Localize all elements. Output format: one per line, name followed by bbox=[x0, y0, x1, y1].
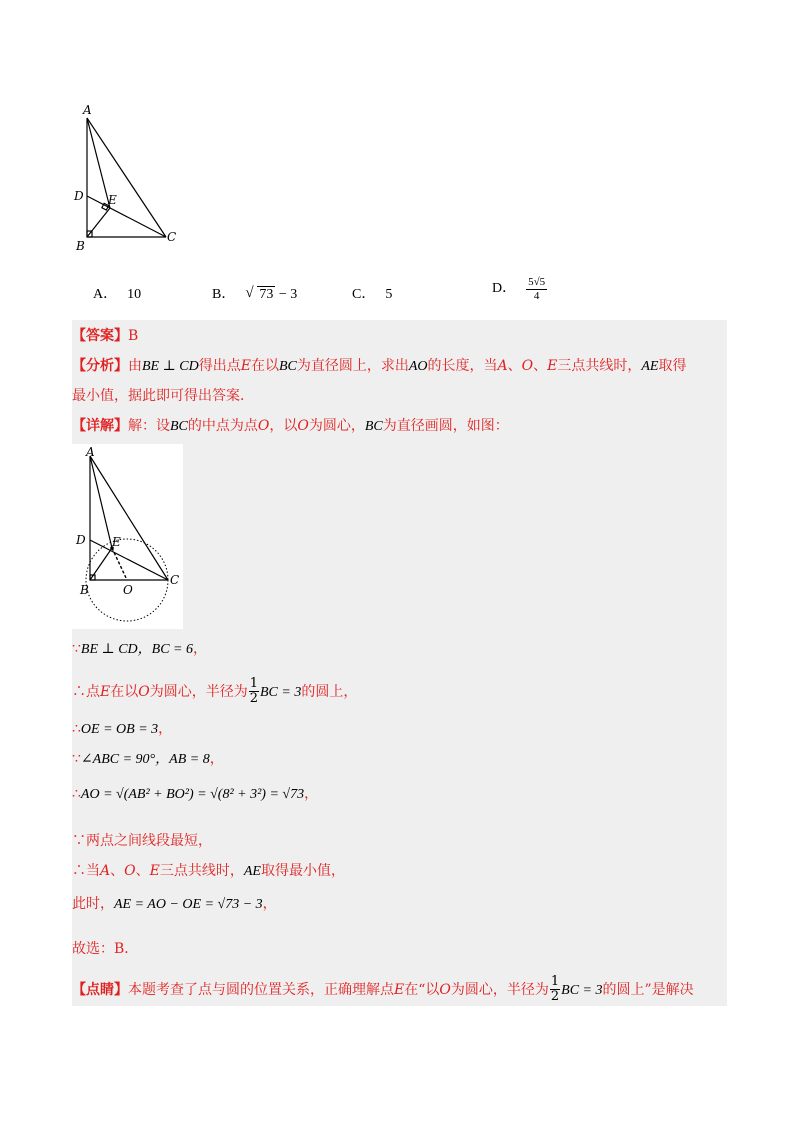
analysis-math: AO bbox=[408, 359, 428, 374]
half-fraction bbox=[550, 975, 560, 1005]
label-D: D bbox=[76, 533, 86, 547]
step-2-text: 为圆心，半径为 bbox=[149, 683, 248, 700]
step-3-end: ， bbox=[158, 721, 173, 737]
step-2-text: 点 bbox=[86, 683, 100, 700]
step-3-math: OE = OB = 3 bbox=[80, 722, 159, 737]
step-9: 故选：B． bbox=[72, 941, 139, 957]
analysis-text: 在以 bbox=[250, 358, 279, 374]
step-2-text: 在以 bbox=[110, 683, 139, 700]
analysis-math: A bbox=[497, 358, 508, 374]
label-C: C bbox=[167, 230, 177, 244]
step-7-math: AE bbox=[243, 864, 261, 879]
option-c bbox=[352, 283, 392, 303]
step-5-end: ， bbox=[304, 786, 319, 802]
option-d-fraction bbox=[526, 276, 547, 302]
detail-text: 为直径画圆，如图： bbox=[382, 418, 509, 434]
therefore-symbol: ∴ bbox=[72, 863, 86, 879]
therefore-symbol: ∴ bbox=[72, 683, 86, 700]
comment-text: 本题考查了点与圆的位置关系，正确理解点 bbox=[128, 981, 394, 998]
analysis-math: BE ⊥ CD bbox=[142, 359, 199, 374]
because-symbol: ∵ bbox=[72, 833, 86, 849]
because-symbol: ∵ bbox=[72, 751, 81, 767]
analysis-math: BC bbox=[278, 359, 297, 374]
comment-math: E bbox=[394, 981, 405, 998]
step-6 bbox=[72, 830, 212, 850]
step-4-math: ∠ABC = 90°，AB = 8 bbox=[80, 752, 210, 767]
comment-tag: 【点睛】 bbox=[72, 981, 128, 998]
option-b-letter: B． bbox=[212, 287, 236, 302]
step-6-text: 两点之间线段最短， bbox=[86, 833, 212, 849]
half-fraction bbox=[249, 677, 259, 707]
answer-line bbox=[72, 325, 138, 345]
option-c-letter: C． bbox=[352, 287, 376, 302]
option-a bbox=[93, 283, 141, 303]
option-d-num: 5√5 bbox=[528, 276, 546, 288]
detail-line bbox=[72, 415, 509, 435]
step-8 bbox=[72, 893, 277, 913]
step-7-math: O bbox=[124, 863, 136, 879]
comment-text: 的圆上”是解决 bbox=[602, 981, 694, 998]
analysis-text: 为直径圆上，求出 bbox=[296, 358, 409, 374]
label-C: C bbox=[170, 573, 180, 587]
step-1 bbox=[72, 638, 207, 658]
triangle-figure-1 bbox=[70, 100, 190, 250]
label-A: A bbox=[86, 445, 95, 459]
label-B: B bbox=[80, 583, 89, 597]
detail-math: BC bbox=[170, 419, 188, 434]
because-symbol: ∵ bbox=[72, 641, 81, 657]
analysis-text: 三点共线时， bbox=[557, 358, 642, 374]
step-5-math: AO = √(AB² + BO²) = √(8² + 3²) = √73 bbox=[80, 787, 305, 802]
option-d bbox=[492, 276, 547, 302]
option-b-sqrt bbox=[245, 287, 275, 303]
step-7-text: 取得最小值， bbox=[260, 863, 345, 879]
analysis-text: 取得 bbox=[658, 358, 687, 374]
step-4 bbox=[72, 748, 224, 768]
analysis-text: 、 bbox=[507, 358, 522, 374]
label-E: E bbox=[112, 535, 121, 549]
label-B: B bbox=[76, 239, 85, 250]
analysis-math: E bbox=[547, 358, 558, 374]
option-c-value: 5 bbox=[385, 287, 393, 302]
option-d-letter: D． bbox=[492, 281, 517, 297]
step-1-math: BE ⊥ CD，BC = 6 bbox=[80, 642, 193, 657]
detail-math: O bbox=[257, 418, 270, 434]
fraction-den: 2 bbox=[249, 691, 258, 707]
analysis-tag: 【分析】 bbox=[72, 358, 128, 374]
label-A: A bbox=[83, 103, 92, 117]
label-E: E bbox=[108, 193, 117, 207]
detail-tag: 【详解】 bbox=[72, 418, 128, 434]
option-d-den: 4 bbox=[533, 289, 540, 302]
analysis-math: E bbox=[240, 358, 251, 374]
comment-line bbox=[72, 975, 694, 1005]
detail-math: BC bbox=[364, 419, 383, 434]
option-b-radicand: 73 bbox=[259, 287, 274, 302]
analysis-text: 得出点 bbox=[198, 358, 241, 374]
step-2-math: O bbox=[138, 683, 150, 700]
step-3 bbox=[72, 718, 172, 738]
analysis-text: 、 bbox=[533, 358, 548, 374]
step-2 bbox=[72, 677, 357, 707]
triangle-circle-figure bbox=[72, 444, 183, 629]
step-8-math: AE = AO − OE = √73 − 3 bbox=[114, 897, 263, 912]
comment-math: BC = 3 bbox=[561, 982, 603, 998]
step-7-text: 、 bbox=[110, 863, 125, 879]
answer-tag: 【答案】 bbox=[72, 328, 128, 344]
label-D: D bbox=[74, 189, 84, 203]
step-5 bbox=[72, 783, 318, 803]
comment-text: 在“以 bbox=[404, 981, 440, 998]
analysis-text: 的长度，当 bbox=[427, 358, 498, 374]
step-7-math: E bbox=[149, 863, 160, 879]
analysis-math: O bbox=[521, 358, 534, 374]
fraction-num: 1 bbox=[550, 974, 560, 989]
step-7-text: 当 bbox=[86, 863, 100, 879]
option-a-letter: A． bbox=[93, 287, 118, 302]
step-7 bbox=[72, 860, 345, 880]
answer-value: B bbox=[128, 328, 139, 344]
step-8-end: ， bbox=[262, 896, 277, 912]
detail-text: 解：设 bbox=[128, 418, 170, 434]
analysis-line-1 bbox=[72, 355, 686, 375]
analysis-math: AE bbox=[641, 359, 659, 374]
step-1-end: ， bbox=[192, 641, 207, 657]
option-a-value: 10 bbox=[127, 287, 142, 302]
therefore-symbol: ∴ bbox=[72, 786, 81, 802]
step-2-math: BC = 3 bbox=[260, 684, 302, 700]
step-2-text: 的圆上， bbox=[301, 683, 358, 700]
comment-text: 为圆心，半径为 bbox=[450, 981, 549, 998]
option-b-rest: − 3 bbox=[275, 287, 298, 302]
analysis-line-2: 最小值，据此即可得出答案． bbox=[72, 388, 254, 404]
fraction-den: 2 bbox=[550, 989, 560, 1005]
step-7-text: 三点共线时， bbox=[159, 863, 244, 879]
comment-math: O bbox=[439, 981, 451, 998]
detail-math: O bbox=[297, 418, 309, 434]
step-7-text: 、 bbox=[135, 863, 150, 879]
analysis-text: 由 bbox=[128, 358, 142, 374]
step-4-end: ， bbox=[209, 751, 224, 767]
fraction-num: 1 bbox=[249, 676, 258, 691]
detail-text: 的中点为点 bbox=[187, 418, 258, 434]
step-7-math: A bbox=[100, 863, 111, 879]
step-8-text: 此时， bbox=[72, 896, 114, 912]
label-O: O bbox=[123, 583, 133, 597]
step-2-math: E bbox=[100, 683, 111, 700]
detail-text: ，以 bbox=[269, 418, 298, 434]
option-b bbox=[212, 283, 297, 303]
detail-text: 为圆心， bbox=[308, 418, 365, 434]
therefore-symbol: ∴ bbox=[72, 721, 81, 737]
